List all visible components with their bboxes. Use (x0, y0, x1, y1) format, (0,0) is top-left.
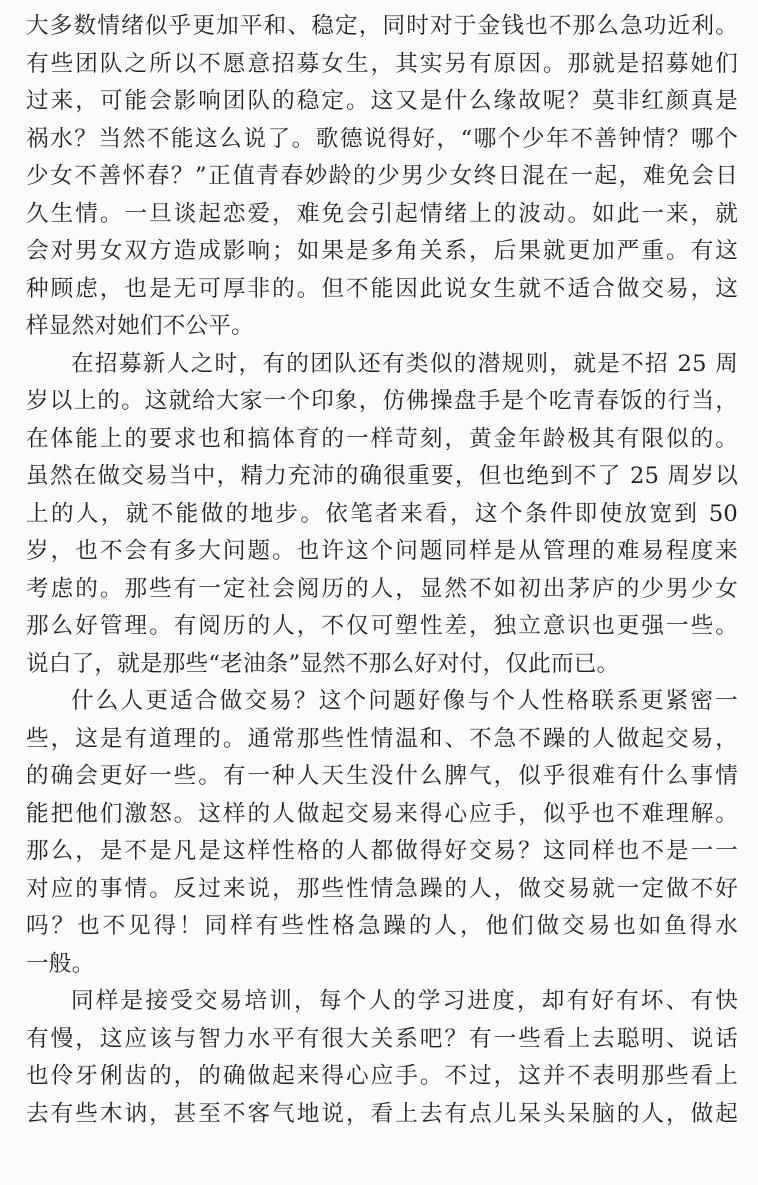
text-line: 也伶牙俐齿的，的确做起来得心应手。不过，这并不表明那些看上 (26, 1063, 738, 1089)
text-line: 那么好管理。有阅历的人，不仅可塑性差，独立意识也更强一些。 (26, 613, 738, 639)
text-line: 有慢，这应该与智力水平有很大关系吧？有一些看上去聪明、说话 (26, 1025, 738, 1052)
text-line: 久生情。一旦谈起恋爱，难免会引起情绪上的波动。如此一来，就 (26, 200, 738, 227)
text-line: 有些团队之所以不愿意招募女生，其实另有原因。那就是招募她们 (26, 50, 738, 77)
paragraph-first-line: 在招募新人之时，有的团队还有类似的潜规则，就是不招 25 周 (71, 350, 738, 377)
text-line: 的确会更好一些。有一种人天生没什么脾气，似乎很难有什么事情 (26, 763, 738, 789)
text-line: 种顾虑，也是无可厚非的。但不能因此说女生就不适合做交易，这 (26, 275, 738, 302)
text-line: 少女不善怀春？”正值青春妙龄的少男少女终日混在一起，难免会日 (26, 163, 738, 189)
text-line: 虽然在做交易当中，精力充沛的确很重要，但也绝到不了 25 周岁以 (26, 463, 738, 489)
text-line: 一般。 (26, 950, 95, 977)
text-line: 去有些木讷，甚至不客气地说，看上去有点儿呆头呆脑的人，做起 (26, 1100, 738, 1127)
text-line: 在体能上的要求也和搞体育的一样苛刻，黄金年龄极其有限似的。 (26, 425, 738, 452)
text-line: 样显然对她们不公平。 (26, 313, 254, 339)
text-line: 那么，是不是凡是这样性格的人都做得好交易？这同样也不是一一 (26, 838, 738, 864)
paragraph-first-line: 什么人更适合做交易？这个问题好像与个人性格联系更紧密一 (71, 688, 738, 714)
text-line: 岁，也不会有多大问题。也许这个问题同样是从管理的难易程度来 (26, 538, 738, 564)
text-line: 对应的事情。反过来说，那些性情急躁的人，做交易就一定做不好 (26, 875, 738, 902)
text-line: 些，这是有道理的。通常那些性情温和、不急不躁的人做起交易， (26, 725, 738, 752)
text-line: 上的人，就不能做的地步。依笔者来看，这个条件即使放宽到 50 (26, 500, 738, 527)
text-line: 祸水？当然不能这么说了。歌德说得好，“哪个少年不善钟情？哪个 (26, 125, 738, 152)
text-line: 吗？也不见得！同样有些性格急躁的人，他们做交易也如鱼得水 (26, 913, 738, 939)
text-line: 说白了，就是那些“老油条”显然不那么好对付，仅此而已。 (26, 650, 620, 677)
text-line: 会对男女双方造成影响；如果是多角关系，后果就更加严重。有这 (26, 238, 738, 264)
text-line: 大多数情绪似乎更加平和、稳定，同时对于金钱也不那么急功近利。 (26, 13, 738, 39)
text-line: 岁以上的。这就给大家一个印象，仿佛操盘手是个吃青春饭的行当， (26, 388, 738, 414)
paragraph-first-line: 同样是接受交易培训，每个人的学习进度，却有好有坏、有快 (71, 988, 738, 1014)
body-text (26, 8, 738, 1133)
text-line: 过来，可能会影响团队的稳定。这又是什么缘故呢？莫非红颜真是 (26, 88, 738, 114)
text-line: 考虑的。那些有一定社会阅历的人，显然不如初出茅庐的少男少女 (26, 575, 738, 602)
text-line: 能把他们激怒。这样的人做起交易来得心应手，似乎也不难理解。 (26, 800, 738, 827)
